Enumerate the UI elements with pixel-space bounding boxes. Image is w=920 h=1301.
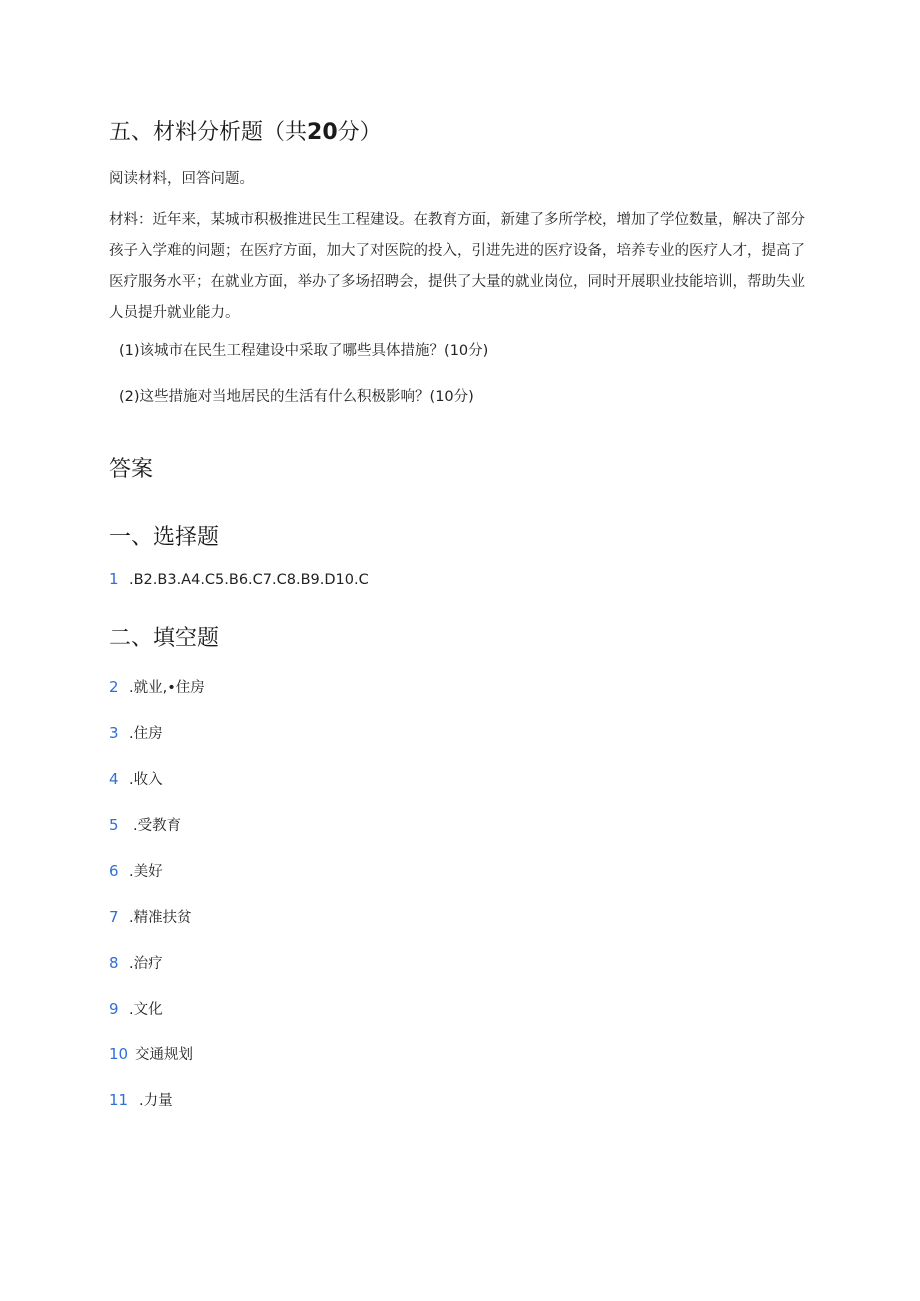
item-number: 10 bbox=[109, 1045, 129, 1063]
item-text: .B2.B3.A4.C5.B6.C7.C8.B9.D10.C bbox=[129, 572, 369, 588]
item-text: .住房 bbox=[129, 726, 163, 742]
item-number: 6 bbox=[109, 862, 119, 880]
item-number: 11 bbox=[109, 1091, 129, 1109]
item-number: 2 bbox=[109, 678, 119, 696]
list-item bbox=[109, 722, 163, 743]
question-2: (2)这些措施对当地居民的生活有什么积极影响？(10分) bbox=[119, 389, 474, 405]
item-text: .受教育 bbox=[133, 818, 182, 834]
list-item bbox=[109, 1043, 193, 1064]
section-title-score: 20 bbox=[307, 120, 338, 145]
instruction-text: 阅读材料，回答问题。 bbox=[109, 171, 254, 187]
list-item bbox=[109, 952, 163, 973]
list-item bbox=[109, 1089, 173, 1110]
list-item bbox=[109, 906, 192, 927]
item-number: 9 bbox=[109, 1000, 119, 1018]
list-item bbox=[109, 676, 205, 697]
fill-section-title: 二、填空题 bbox=[109, 626, 220, 651]
list-item bbox=[109, 860, 163, 881]
item-number: 7 bbox=[109, 908, 119, 926]
list-item bbox=[109, 998, 163, 1019]
item-text: .治疗 bbox=[129, 956, 163, 972]
material-paragraph: 材料：近年来，某城市积极推进民生工程建设。在教育方面，新建了多所学校，增加了学位数量，解决了部分孩子入学难的问题；在医疗方面，加大了对医院的投入，引进先进的医疗设备，培养专业的医疗人才，提高了医疗服务水平；在就业方面，举办了多场招聘会，提供了大量的就业岗位，同时开展职业技能培训，帮助失业人员提升就业能力。 bbox=[109, 212, 805, 321]
item-number: 8 bbox=[109, 954, 119, 972]
item-number: 3 bbox=[109, 724, 119, 742]
item-text: 交通规划 bbox=[135, 1047, 193, 1063]
answers-title: 答案 bbox=[109, 457, 154, 482]
item-text: .精准扶贫 bbox=[129, 910, 192, 926]
item-number: 5 bbox=[109, 816, 119, 834]
item-text: .力量 bbox=[139, 1093, 173, 1109]
choice-section-title: 一、选择题 bbox=[109, 525, 220, 550]
choice-answer-row bbox=[109, 569, 369, 588]
list-item bbox=[109, 814, 181, 835]
item-number: 4 bbox=[109, 770, 119, 788]
item-text: .美好 bbox=[129, 864, 163, 880]
question-1: (1)该城市在民生工程建设中采取了哪些具体措施？(10分) bbox=[119, 343, 489, 359]
list-item bbox=[109, 768, 163, 789]
item-number: 1 bbox=[109, 570, 119, 588]
section-title-prefix: 五、材料分析题（共 bbox=[109, 120, 308, 145]
item-text: .收入 bbox=[129, 772, 163, 788]
item-text: .文化 bbox=[129, 1002, 163, 1018]
section-title bbox=[109, 115, 382, 146]
item-text: .就业,•住房 bbox=[129, 680, 205, 696]
section-title-suffix: 分） bbox=[337, 120, 382, 145]
